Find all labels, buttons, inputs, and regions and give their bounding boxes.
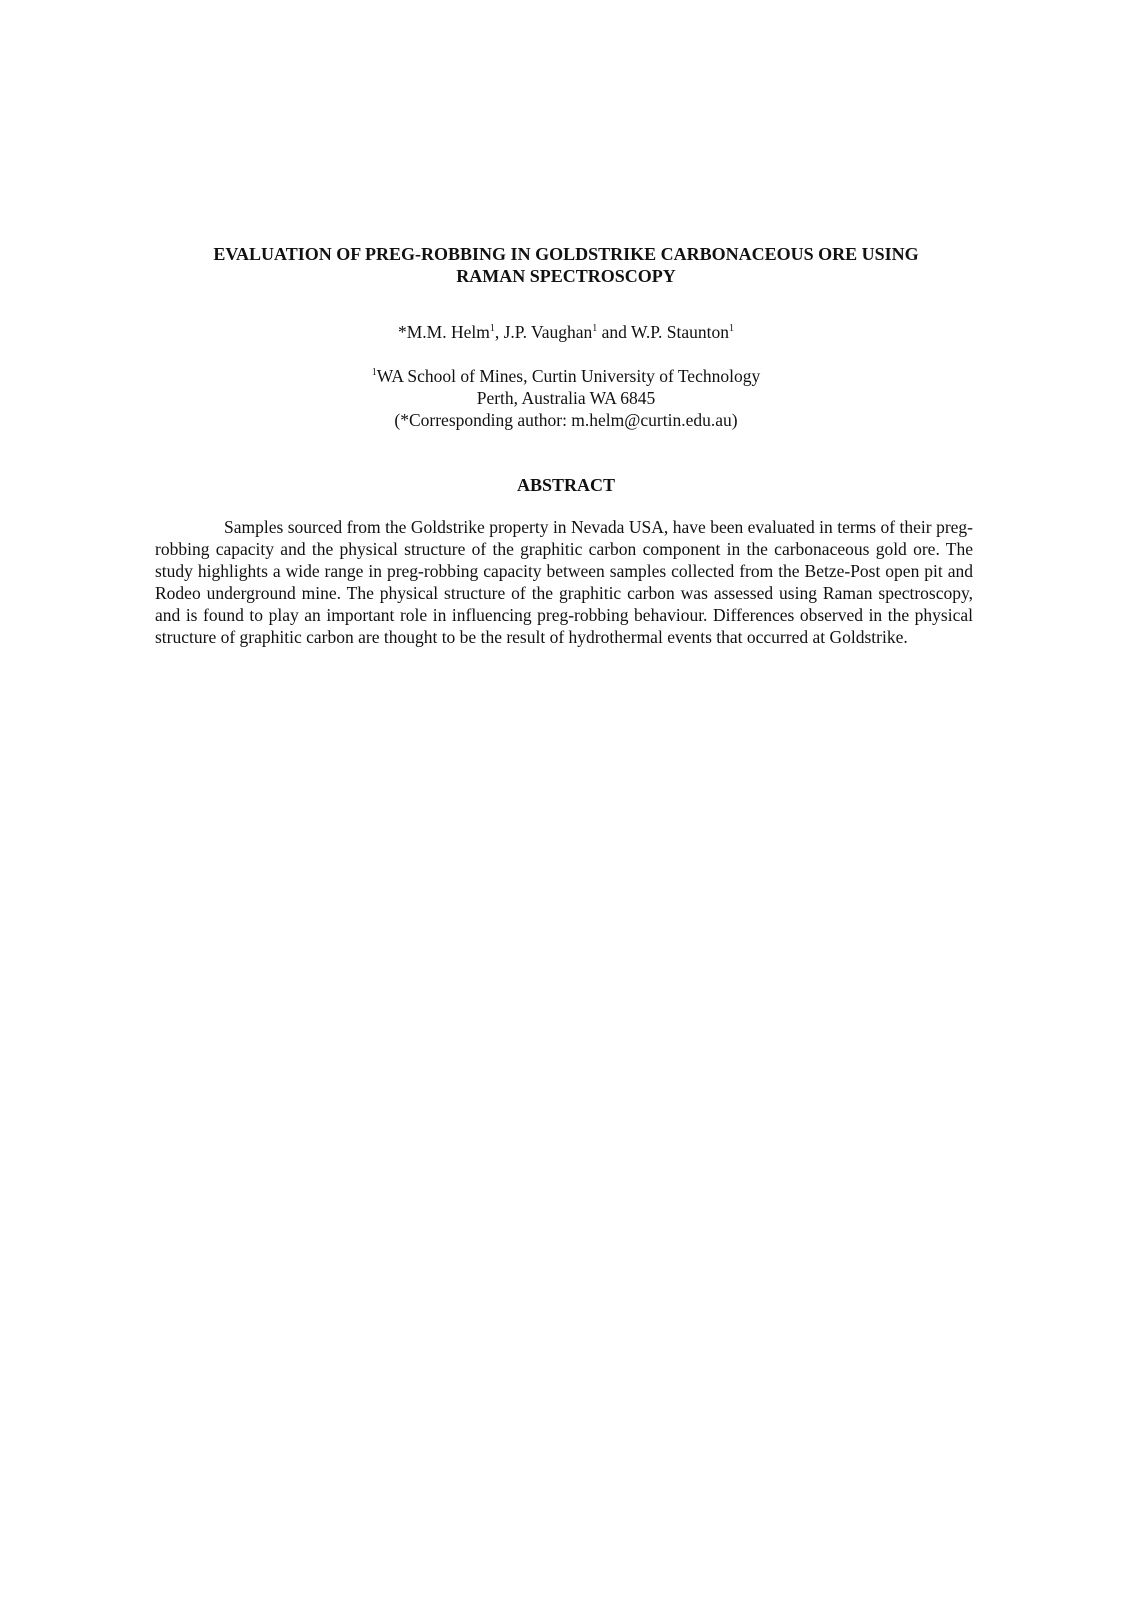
corresponding-author-line: (*Corresponding author: m.helm@curtin.edu.au) <box>394 410 738 430</box>
author-separator: , <box>494 322 504 342</box>
paper-title-line-1: EVALUATION OF PREG-ROBBING IN GOLDSTRIKE CARBONACEOUS ORE USING <box>213 244 919 264</box>
author-affiliation-marker: 1 <box>489 323 495 334</box>
author-name: J.P. Vaughan <box>503 322 593 342</box>
author-list <box>150 321 982 343</box>
author-separator: and <box>597 322 631 342</box>
abstract-text: Samples sourced from the Goldstrike property in Nevada USA, have been evaluated in terms of their preg-robbing capacity and the physical structure of the graphitic carbon component in the carbonaceous gold ore. The study highlights a wide range in preg-robbing capacity between samples collected from the Betze-Post open pit and Rodeo underground mine. The physical structure of the graphitic carbon was assessed using Raman spectroscopy, and is found to play an important role in influencing preg-robbing behaviour. Differences observed in the physical structure of graphitic carbon are thought to be the result of hydrothermal events that occurred at Goldstrike. <box>155 517 973 647</box>
author-affiliation-marker: 1 <box>592 323 598 334</box>
author-name: *M.M. Helm <box>397 322 490 342</box>
affiliation-line-2: Perth, Australia WA 6845 <box>476 388 656 408</box>
author-affiliation-marker: 1 <box>729 323 735 334</box>
paper-title-line-2: RAMAN SPECTROSCOPY <box>456 266 676 286</box>
affiliation-marker: 1 <box>371 367 377 378</box>
abstract-heading: ABSTRACT <box>516 475 616 495</box>
paper-title <box>150 243 982 287</box>
affiliation-line-1 <box>150 365 982 387</box>
affiliation-block <box>150 365 982 431</box>
author-name: W.P. Staunton <box>630 322 730 342</box>
affiliation-institution: WA School of Mines, Curtin University of Technology <box>376 366 761 386</box>
